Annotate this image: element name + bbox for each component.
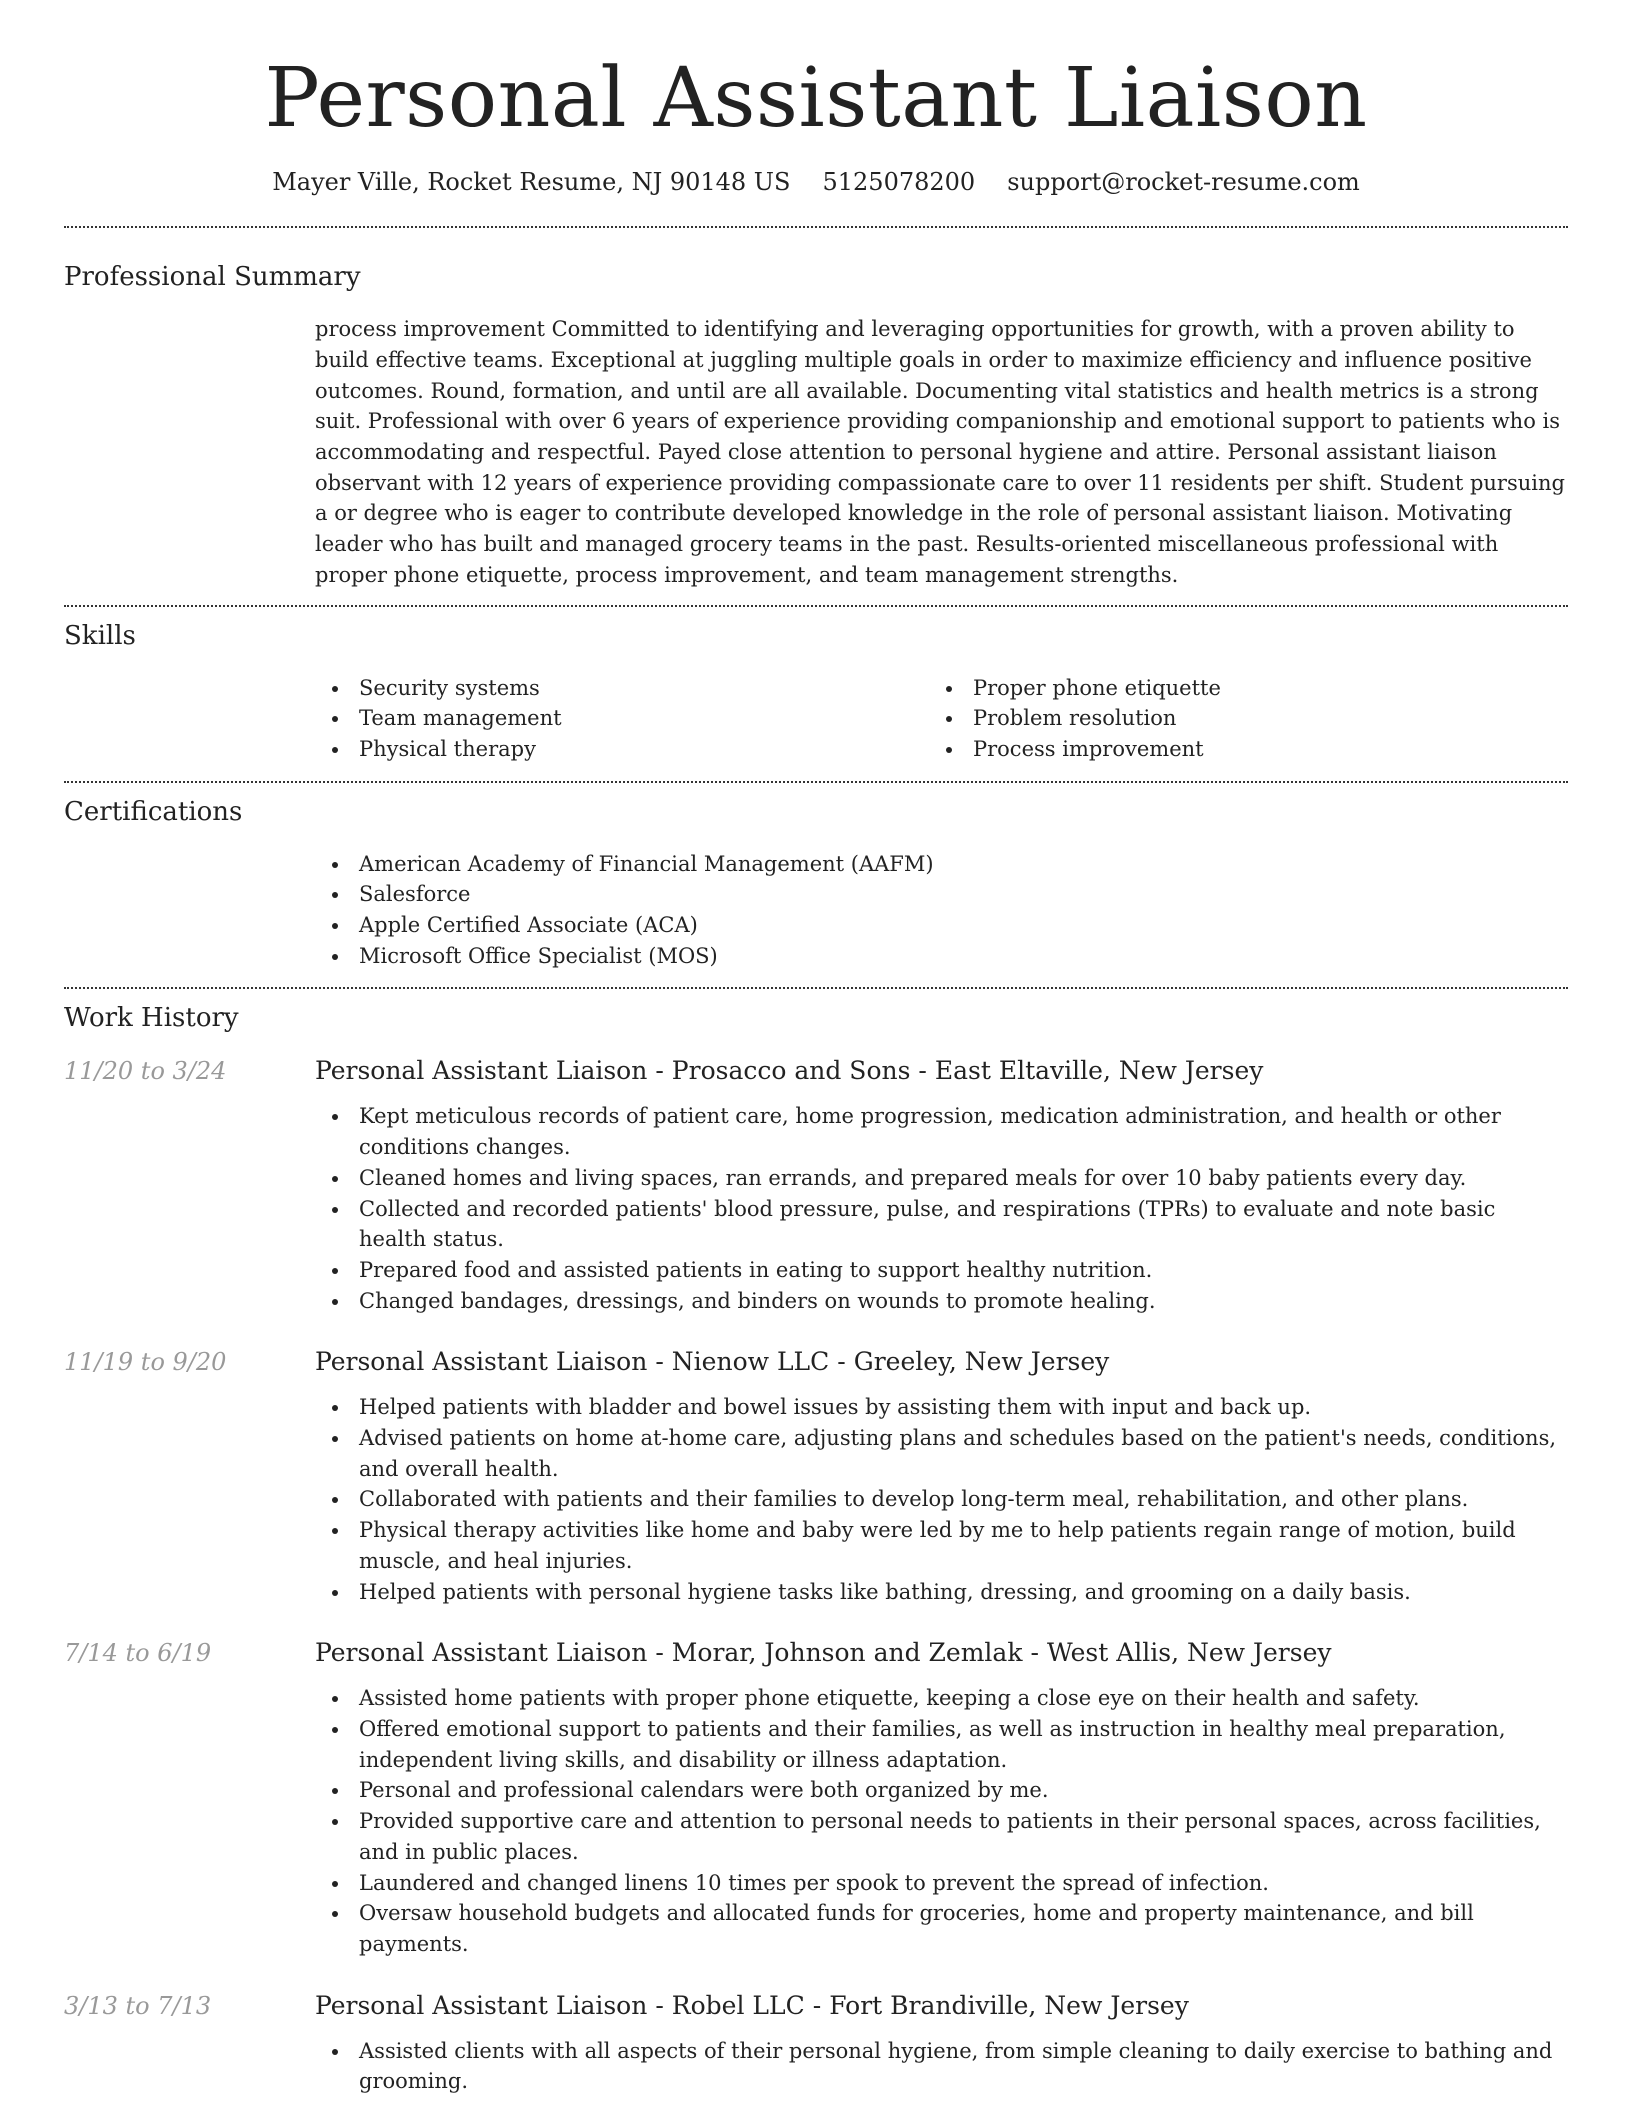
job-bullets	[315, 1392, 1568, 1607]
skill-item: Proper phone etiquette	[929, 673, 1543, 704]
title-separator: -	[918, 1056, 927, 1086]
skills-heading: Skills	[64, 620, 136, 651]
title-separator: -	[655, 1347, 664, 1377]
job-bullet: Offered emotional support to patients and their families, as well as instruction in healthy meal preparation, independent living skills, and disability or illness adaptation.	[315, 1714, 1568, 1775]
job-entry	[64, 1637, 1568, 1959]
skills-column-left	[315, 673, 929, 765]
job-company: Morar, Johnson and Zemlak	[671, 1638, 1023, 1668]
job-bullet: Helped patients with personal hygiene tasks like bathing, dressing, and grooming on a daily basis.	[315, 1577, 1568, 1608]
work-history-heading: Work History	[64, 1003, 239, 1034]
job-role: Personal Assistant Liaison	[315, 1638, 648, 1668]
job-location: Greeley, New Jersey	[853, 1347, 1110, 1377]
job-entry	[64, 1990, 1568, 2097]
job-bullets	[315, 2036, 1568, 2097]
job-company: Prosacco and Sons	[671, 1056, 911, 1086]
skill-item: Physical therapy	[315, 734, 929, 765]
certification-item: American Academy of Financial Management (AAFM)	[315, 849, 1568, 880]
job-bullet: Provided supportive care and attention to personal needs to patients in their personal spaces, across facilities, and in public places.	[315, 1806, 1568, 1867]
job-entry	[64, 1055, 1568, 1316]
job-bullets	[315, 1683, 1568, 1959]
job-entry	[64, 1346, 1568, 1607]
title-separator: -	[655, 1056, 664, 1086]
skill-item: Security systems	[315, 673, 929, 704]
job-bullet: Personal and professional calendars were both organized by me.	[315, 1775, 1568, 1806]
job-title	[315, 1346, 1568, 1378]
skills-list	[315, 673, 1568, 781]
contact-email: support@rocket-resume.com	[1007, 168, 1360, 197]
job-bullet: Prepared food and assisted patients in eating to support healthy nutrition.	[315, 1255, 1568, 1286]
job-title	[315, 1990, 1568, 2022]
job-bullet: Changed bandages, dressings, and binders on wounds to promote healing.	[315, 1286, 1568, 1317]
summary-text: process improvement Committed to identifying and leveraging opportunities for growth, with a proven ability to build effective teams. Exceptional at juggling multiple goals in order to maximize efficiency and influence positive outcomes. Round, formation, and until are all available. Documenting vital statistics and health metrics is a strong suit. Professional with over 6 years of experience providing companionship and emotional support to patients who is accommodating and respectful. Payed close attention to personal hygiene and attire. Personal assistant liaison observant with 12 years of experience providing compassionate care to over 11 residents per shift. Student pursuing a or degree who is eager to contribute developed knowledge in the role of personal assistant liaison. Motivating leader who has built and managed grocery teams in the past. Results-oriented miscellaneous professional with proper phone etiquette, process improvement, and team management strengths.	[315, 317, 1565, 587]
skill-item: Problem resolution	[929, 703, 1543, 734]
title-separator: -	[1030, 1638, 1039, 1668]
job-bullet: Collected and recorded patients' blood pressure, pulse, and respirations (TPRs) to evaluate and note basic health status.	[315, 1194, 1568, 1255]
job-location: Fort Brandiville, New Jersey	[829, 1990, 1189, 2020]
resume-header	[64, 0, 1568, 196]
job-bullet: Oversaw household budgets and allocated funds for groceries, home and property maintenance, and bill payments.	[315, 1898, 1568, 1959]
contact-info	[64, 168, 1568, 196]
title-separator: -	[812, 1990, 822, 2020]
job-bullet: Kept meticulous records of patient care, home progression, medication administration, and health or other conditions changes.	[315, 1101, 1568, 1162]
title-separator: -	[655, 1638, 664, 1668]
divider	[64, 987, 1568, 989]
job-bullet: Collaborated with patients and their families to develop long-term meal, rehabilitation, and other plans.	[315, 1484, 1568, 1515]
job-bullet: Cleaned homes and living spaces, ran errands, and prepared meals for over 10 baby patients every day.	[315, 1163, 1568, 1194]
job-title	[315, 1637, 1568, 1669]
job-company: Robel LLC	[671, 1990, 805, 2020]
job-bullet: Advised patients on home at-home care, adjusting plans and schedules based on the patient's needs, conditions, and overall health.	[315, 1423, 1568, 1484]
job-title	[315, 1055, 1568, 1087]
job-location: West Allis, New Jersey	[1046, 1638, 1332, 1668]
divider	[64, 226, 1568, 228]
candidate-name: Personal Assistant Liaison	[264, 51, 1368, 146]
job-company: Nienow LLC	[671, 1347, 830, 1377]
skill-item: Team management	[315, 703, 929, 734]
skills-column-right	[929, 673, 1543, 765]
certification-item: Microsoft Office Specialist (MOS)	[315, 941, 1568, 972]
job-bullet: Assisted clients with all aspects of their personal hygiene, from simple cleaning to daily exercise to bathing and grooming.	[315, 2036, 1568, 2097]
job-dates: 11/20 to 3/24	[64, 1057, 227, 1086]
certifications-list	[315, 849, 1568, 988]
job-bullets	[315, 1101, 1568, 1316]
job-bullet: Assisted home patients with proper phone etiquette, keeping a close eye on their health and safety.	[315, 1683, 1568, 1714]
job-bullet: Helped patients with bladder and bowel issues by assisting them with input and back up.	[315, 1392, 1568, 1423]
job-bullet: Physical therapy activities like home and baby were led by me to help patients regain range of motion, build muscle, and heal injuries.	[315, 1515, 1568, 1576]
job-location: East Eltaville, New Jersey	[934, 1056, 1264, 1086]
job-dates: 7/14 to 6/19	[64, 1639, 212, 1668]
job-bullet: Laundered and changed linens 10 times per spook to prevent the spread of infection.	[315, 1868, 1568, 1899]
job-role: Personal Assistant Liaison	[315, 1056, 648, 1086]
certification-item: Apple Certified Associate (ACA)	[315, 910, 1568, 941]
contact-address: Mayer Ville, Rocket Resume, NJ 90148 US	[272, 168, 791, 197]
job-dates: 11/19 to 9/20	[64, 1348, 227, 1377]
certification-item: Salesforce	[315, 879, 1568, 910]
job-role: Personal Assistant Liaison	[315, 1347, 648, 1377]
contact-phone: 5125078200	[822, 168, 976, 197]
job-role: Personal Assistant Liaison	[315, 1990, 648, 2020]
divider	[64, 605, 1568, 607]
title-separator: -	[655, 1990, 664, 2020]
summary-heading: Professional Summary	[64, 262, 361, 293]
title-separator: -	[837, 1347, 846, 1377]
divider	[64, 781, 1568, 783]
certifications-heading: Certifications	[64, 796, 243, 827]
job-dates: 3/13 to 7/13	[64, 1991, 212, 2020]
skill-item: Process improvement	[929, 734, 1543, 765]
